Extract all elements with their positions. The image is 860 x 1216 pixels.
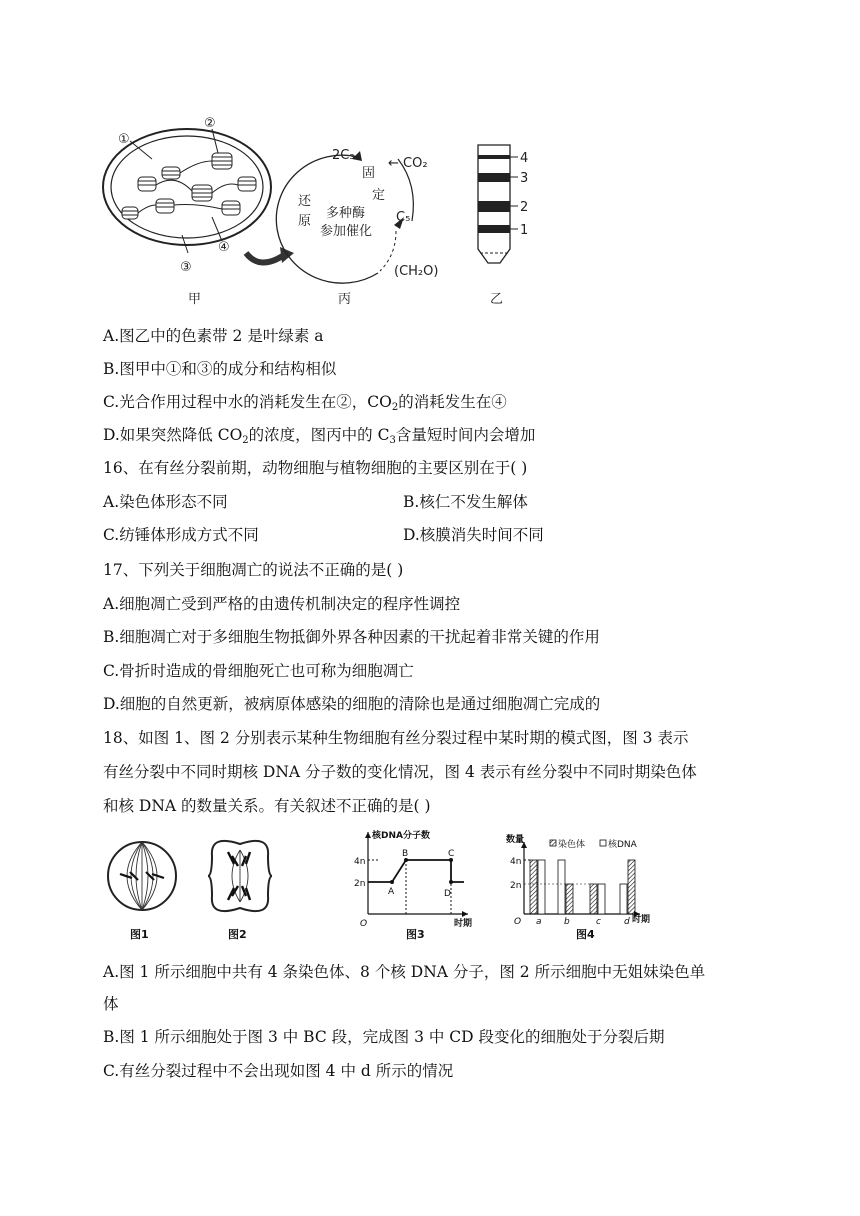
fig3-origin: O (360, 919, 368, 929)
band-label-2: 2 (520, 200, 529, 215)
fig4-legend-dna: 核DNA (608, 840, 637, 850)
q18-stem-line-3: 和核 DNA 的数量关系。有关叙述不正确的是( ) (103, 797, 431, 815)
q16-option-b: B.核仁不发生解体 (403, 493, 528, 511)
ch2o-label: (CH₂O) (394, 264, 439, 279)
q15-option-a: A.图乙中的色素带 2 是叶绿素 a (103, 327, 324, 345)
chloroplast-figure (100, 105, 560, 315)
q17-stem: 17、下列关于细胞凋亡的说法不正确的是( ) (103, 561, 404, 579)
curved-arrow-icon (246, 253, 284, 263)
fig4-ylabel: 数量 (506, 835, 525, 845)
q15-option-b: B.图甲中①和③的成分和结构相似 (103, 360, 337, 378)
pigment-band-1 (478, 225, 510, 233)
reduce-label-1: 还 (298, 194, 312, 209)
fig3-caption: 图3 (406, 928, 425, 941)
fig4-bar-d-dna (620, 884, 627, 914)
grana-stacks (122, 153, 256, 219)
fig4-legend-dna-swatch (600, 840, 606, 846)
fig4-chart (521, 840, 640, 917)
q18-option-c: C.有丝分裂过程中不会出现如图 4 中 d 所示的情况 (103, 1062, 454, 1080)
q15-c-post: 的消耗发生在④ (398, 393, 507, 411)
q15-option-d (103, 425, 535, 451)
q15-d-sub1: 2 (242, 435, 249, 446)
fix-label-1: 固 (362, 166, 376, 181)
fig3-point-b: B (402, 849, 409, 859)
band-label-1: 1 (520, 223, 529, 238)
fig4-x-b: b (564, 917, 570, 927)
q15-d-mid: 的浓度，图丙中的 C (248, 426, 390, 444)
band-label-4: 4 (520, 151, 529, 166)
q15-c-pre: C.光合作用过程中水的消耗发生在②，CO (103, 393, 392, 411)
fig4-x-d: d (624, 917, 630, 927)
fix-label-2: 定 (372, 188, 386, 203)
q16-option-d: D.核膜消失时间不同 (403, 526, 544, 544)
fig4-bar-a-chromosome (530, 860, 537, 914)
caption-yi: 乙 (490, 292, 504, 307)
q15-d-sub2: 3 (389, 435, 396, 446)
fig3-y-2n: 2n (354, 879, 366, 889)
c5-label: C₅ (396, 210, 411, 225)
caption-bing: 丙 (338, 292, 352, 307)
fig4-bar-b-chromosome (566, 884, 573, 914)
fig4-bar-c-chromosome (590, 884, 597, 914)
fig4-xlabel: 时期 (632, 915, 651, 925)
band-label-3: 3 (520, 171, 529, 186)
q15-option-c (103, 392, 507, 418)
fig4-bar-b-dna (558, 860, 565, 914)
reduce-label-2: 原 (298, 214, 312, 229)
label-circle-3: ③ (180, 260, 192, 275)
fig3-y-4n: 4n (354, 857, 366, 867)
q18-stem-line-1: 18、如图 1、图 2 分别表示某种生物细胞有丝分裂过程中某时期的模式图，图 3 表示 (103, 729, 689, 747)
q15-d-post: 含量短时间内会增加 (395, 426, 536, 444)
label-circle-2: ② (204, 116, 216, 131)
q17-option-a: A.细胞凋亡受到严格的由遗传机制决定的程序性调控 (103, 595, 461, 613)
fig1-metaphase-cell (108, 842, 176, 910)
pigment-band-3 (478, 173, 510, 182)
q16-option-c: C.纺锤体形成方式不同 (103, 526, 259, 544)
q16-option-a: A.染色体形态不同 (103, 493, 228, 511)
label-circle-4: ④ (218, 240, 230, 255)
label-circle-1: ① (118, 132, 130, 147)
q18-stem-line-2: 有丝分裂中不同时期核 DNA 分子数的变化情况，图 4 表示有丝分裂中不同时期染色体 (103, 763, 697, 781)
caption-jia: 甲 (188, 292, 202, 307)
co2-label: ← CO₂ (388, 156, 428, 171)
fig4-bar-c-dna (598, 884, 605, 914)
fig4-x-a: a (536, 917, 542, 927)
fig4-x-c: c (596, 917, 601, 927)
fig4-legend-chromosome: 染色体 (558, 840, 586, 850)
fig3-point-a: A (388, 887, 395, 897)
fig4-origin: O (514, 917, 522, 927)
mitosis-figures (100, 826, 680, 946)
q16-stem: 16、在有丝分裂前期，动物细胞与植物细胞的主要区别在于( ) (103, 459, 528, 477)
q18-option-b: B.图 1 所示细胞处于图 3 中 BC 段，完成图 3 中 CD 段变化的细胞处于分裂后期 (103, 1028, 665, 1046)
q17-option-d: D.细胞的自然更新，被病原体感染的细胞的清除也是通过细胞凋亡完成的 (103, 695, 601, 713)
fig3-point-d: D (444, 889, 451, 899)
q17-option-c: C.骨折时造成的骨细胞死亡也可称为细胞凋亡 (103, 662, 414, 680)
fig3-ylabel: 核DNA分子数 (372, 831, 430, 841)
pigment-band-4 (478, 155, 510, 159)
fig1-caption: 图1 (130, 928, 149, 941)
q15-c-sub: 2 (391, 402, 399, 413)
pigment-band-2 (478, 201, 510, 212)
fig4-bar-a-dna (538, 860, 545, 914)
c3-label: 2C₃ (332, 148, 355, 163)
enzyme-label-2: 参加催化 (320, 224, 373, 239)
q18-option-a-line-2: 体 (103, 995, 119, 1013)
fig3-point-c: C (448, 849, 455, 859)
fig3-xlabel: 时期 (454, 919, 473, 929)
q15-d-pre: D.如果突然降低 CO (103, 426, 243, 444)
fig2-anaphase-cell (208, 841, 272, 911)
fig4-legend-chromosome-swatch (550, 840, 556, 846)
fig3-chart (365, 832, 468, 917)
fig4-y-4n: 4n (510, 857, 522, 867)
q17-option-b: B.细胞凋亡对于多细胞生物抵御外界各种因素的干扰起着非常关键的作用 (103, 628, 600, 646)
q18-option-a-line-1: A.图 1 所示细胞中共有 4 条染色体、8 个核 DNA 分子，图 2 所示细胞中无姐妹染色单 (103, 963, 706, 981)
fig2-caption: 图2 (228, 928, 247, 941)
fig4-caption: 图4 (576, 928, 595, 941)
fig4-bar-d-chromosome (628, 860, 635, 914)
enzyme-label-1: 多种酶 (326, 206, 366, 221)
fig4-y-2n: 2n (510, 881, 522, 891)
